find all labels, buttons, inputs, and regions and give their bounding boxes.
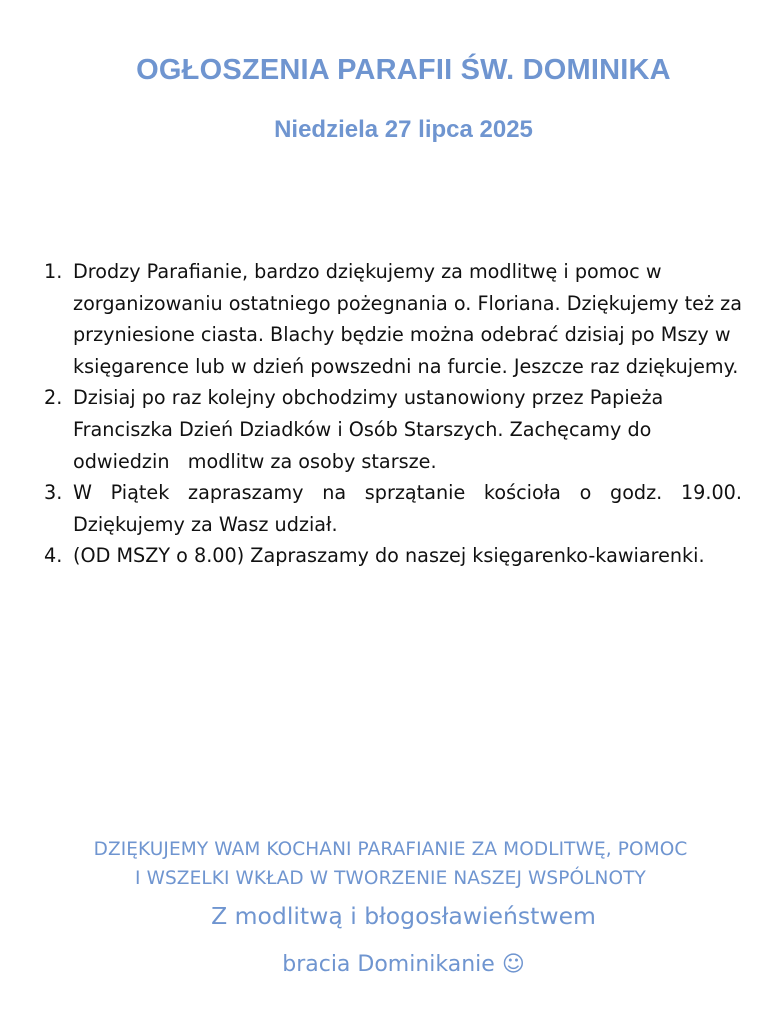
item-number: 2. [44, 386, 63, 410]
item-number: 4. [44, 544, 63, 568]
thanks-message [0, 835, 783, 893]
item-text: W Piątek zapraszamy na sprzątanie kościoła o godz. 19.00. Dziękujemy za Wasz udział. [73, 481, 742, 536]
signature-line: bracia Dominikanie ☺ [282, 952, 525, 977]
list-item [38, 256, 742, 382]
list-item [38, 382, 742, 477]
blessing-line: Z modlitwą i błogosławieństwem [211, 902, 596, 930]
item-text: Dzisiaj po raz kolejny obchodzimy ustanowiony przez Papieża Franciszka Dzień Dziadków i Osób Starszych. Zachęcamy do odwiedzin modlitw za osoby starsze. [73, 386, 670, 473]
list-item [38, 477, 742, 540]
page-title: OGŁOSZENIA PARAFII ŚW. DOMINIKA [136, 54, 671, 86]
announcement-date: Niedziela 27 lipca 2025 [274, 116, 533, 143]
thanks-line-1: DZIĘKUJEMY WAM KOCHANI PARAFIANIE ZA MODLITWĘ, POMOC [93, 839, 688, 860]
thanks-line-2: I WSZELKI WKŁAD W TWORZENIE NASZEJ WSPÓLNOTY [135, 868, 646, 889]
list-item [38, 540, 742, 572]
item-text: (OD MSZY o 8.00) Zapraszamy do naszej księgarenko-kawiarenki. [73, 544, 705, 568]
item-number: 3. [44, 481, 63, 505]
item-number: 1. [44, 260, 63, 283]
item-text: Drodzy Parafianie, bardzo dziękujemy za modlitwę i pomoc w zorganizowaniu ostatniego pożegnania o. Floriana. Dziękujemy też za przyniesione ciasta. Blachy będzie można odebrać dzisiaj po Mszy w księgarence lub w dzień powszedni na furcie. Jeszcze raz dziękujemy. [73, 260, 742, 378]
announcement-list [38, 256, 742, 572]
